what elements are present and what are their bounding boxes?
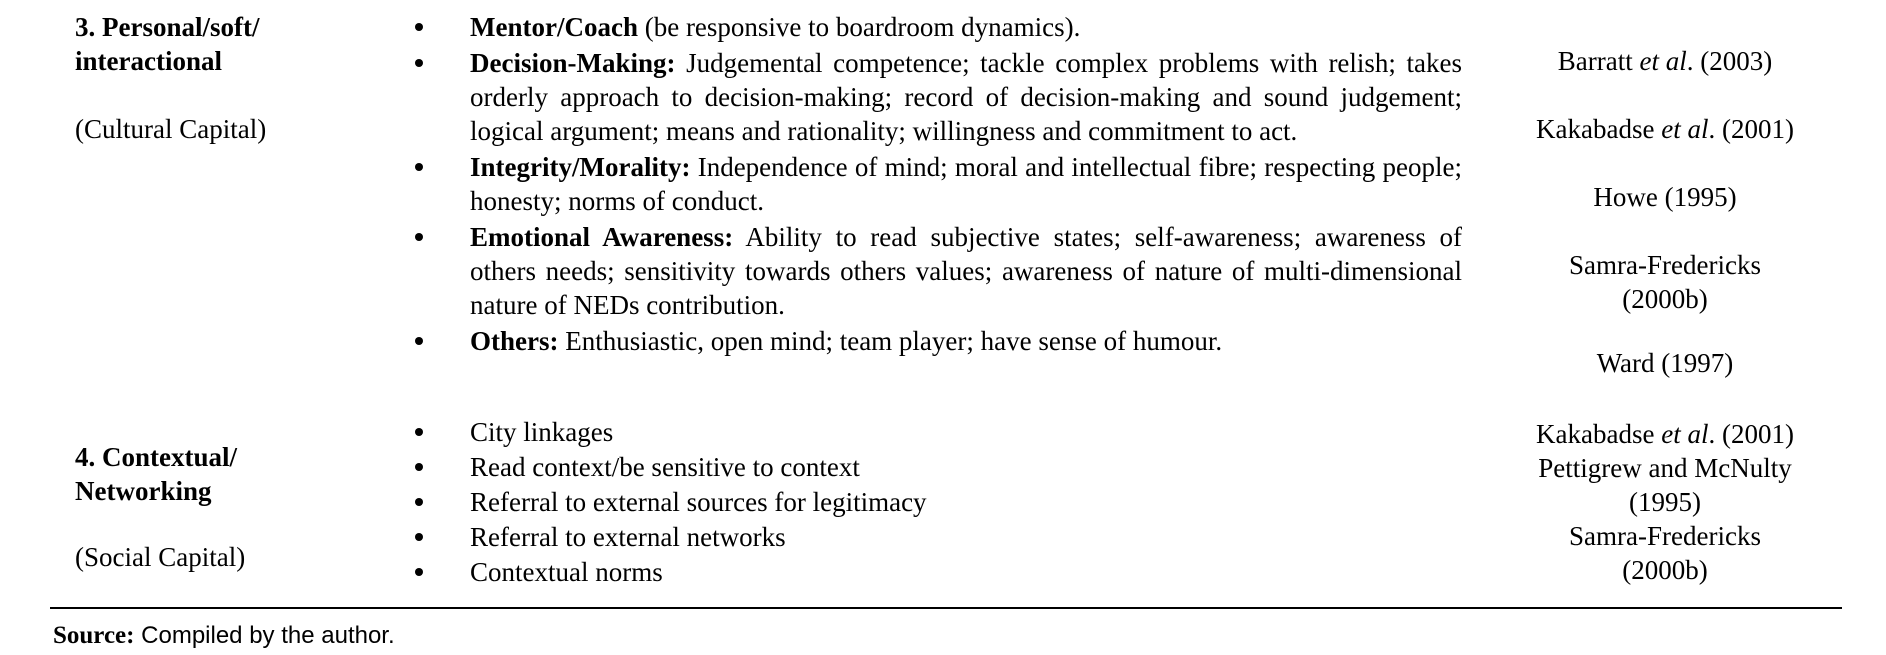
category-personal-soft-interactional	[0, 8, 1886, 396]
reference: Barratt et al. (2003)	[1557, 46, 1773, 76]
item-text: Referral to external sources for legitimacy	[470, 487, 927, 517]
attribute-list	[412, 10, 1462, 360]
item-text: Contextual norms	[470, 557, 663, 587]
category-title	[75, 10, 335, 78]
item-lead: Integrity/Morality:	[470, 152, 691, 182]
table-bottom-rule	[50, 607, 1842, 609]
category-contextual-networking	[0, 415, 1886, 595]
item-text: (be responsive to boardroom dynamics).	[637, 12, 1081, 42]
list-item	[412, 10, 1462, 44]
item-lead: Others:	[470, 326, 559, 356]
item-lead: Mentor/Coach	[470, 12, 638, 42]
reference: Samra-Fredericks (2000b)	[1569, 250, 1761, 314]
source-note	[53, 621, 395, 651]
item-text: Referral to external networks	[470, 522, 786, 552]
item-lead: Decision-Making:	[470, 48, 676, 78]
bullet-icon	[415, 463, 423, 471]
item-text: Enthusiastic, open mind; team player; have sense of humour.	[558, 326, 1223, 356]
item-text: Judgemental competence; tackle complex problems with relish; takes orderly approach to decision-making; record of decision-making and sound judgement; logical argument; means and rationality; willingness and commitment to act.	[470, 48, 1462, 146]
bullet-icon	[415, 59, 423, 67]
list-item	[412, 150, 1462, 218]
bullet-icon	[415, 337, 423, 345]
reference: Ward (1997)	[1596, 348, 1734, 378]
item-text: City linkages	[470, 417, 614, 447]
bullet-icon	[415, 533, 423, 541]
bullet-icon	[415, 498, 423, 506]
bullet-icon	[415, 23, 423, 31]
attribute-list	[412, 415, 1462, 590]
item-text: Read context/be sensitive to context	[470, 452, 860, 482]
list-item	[412, 220, 1462, 322]
item-lead: Emotional Awareness:	[470, 222, 734, 252]
category-title-line1: 4. Contextual/	[75, 442, 237, 472]
reference: Pettigrew and McNulty (1995)	[1538, 453, 1792, 517]
list-item	[412, 485, 1462, 519]
bullet-icon	[415, 233, 423, 241]
list-item	[412, 46, 1462, 148]
item-text: Ability to read subjective states; self-awareness; awareness of others needs; sensitivity towards others values; awareness of nature of multi-dimensional nature of NEDs contribution.	[470, 222, 1463, 320]
list-item	[412, 415, 1462, 449]
category-title-line2: Networking	[75, 476, 212, 506]
category-title-line1: 3. Personal/soft/	[75, 12, 260, 42]
list-item	[412, 450, 1462, 484]
item-text: Independence of mind; moral and intellectual fibre; respecting people; honesty; norms of conduct.	[470, 152, 1462, 216]
category-title-line2: interactional	[75, 46, 222, 76]
category-title	[75, 440, 335, 508]
reference: Samra-Fredericks (2000b)	[1569, 521, 1761, 585]
source-label: Source:	[53, 622, 135, 649]
list-item	[412, 520, 1462, 554]
bullet-icon	[415, 163, 423, 171]
bullet-icon	[415, 568, 423, 576]
source-text: Compiled by the author.	[134, 622, 395, 649]
category-subtitle: (Social Capital)	[75, 542, 246, 572]
reference: Kakabadse et al. (2001)	[1536, 114, 1794, 144]
reference: Kakabadse et al. (2001)	[1536, 419, 1794, 449]
category-subtitle: (Cultural Capital)	[75, 114, 267, 144]
bullet-icon	[415, 428, 423, 436]
list-item	[412, 555, 1462, 589]
list-item	[412, 324, 1462, 358]
reference: Howe (1995)	[1593, 182, 1737, 212]
